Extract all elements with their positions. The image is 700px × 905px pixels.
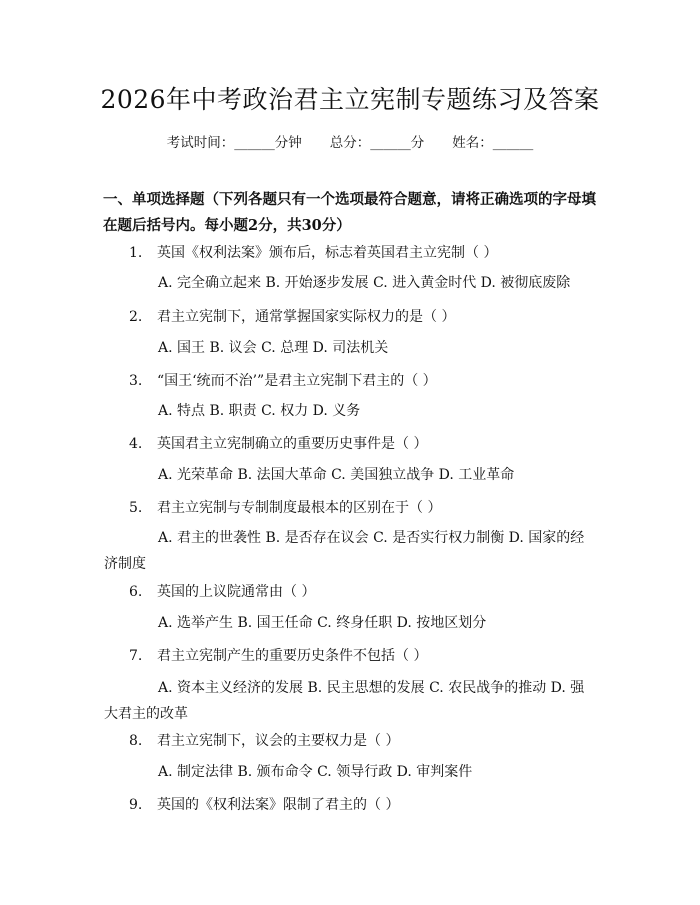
exam-score: 总分：______分	[329, 135, 425, 151]
question-2	[104, 304, 604, 330]
question-9	[104, 792, 604, 818]
question-5	[104, 495, 604, 521]
question-number: 9.	[129, 797, 143, 813]
question-3-options: A. 特点 B. 职责 C. 权力 D. 义务	[158, 403, 361, 419]
exam-time: 考试时间：______分钟	[166, 135, 302, 151]
question-8-options: A. 制定法律 B. 颁布命令 C. 领导行政 D. 审判案件	[158, 764, 473, 780]
question-6	[104, 579, 604, 605]
question-stem: 君主立宪制下，通常掌握国家实际权力的是（ ）	[157, 309, 456, 325]
question-number: 4.	[129, 436, 143, 452]
question-1	[104, 240, 604, 266]
exam-name: 姓名：______	[452, 135, 534, 151]
question-8	[104, 728, 604, 754]
question-4-options: A. 光荣革命 B. 法国大革命 C. 美国独立战争 D. 工业革命	[158, 467, 515, 483]
question-stem: 英国君主立宪制确立的重要历史事件是（ ）	[157, 436, 428, 452]
question-stem: 君主立宪制产生的重要历史条件不包括（ ）	[157, 648, 428, 664]
question-number: 1.	[129, 245, 143, 261]
exam-meta	[0, 131, 700, 151]
question-4	[104, 431, 604, 457]
question-7	[104, 643, 604, 669]
question-stem: 英国的上议院通常由（ ）	[157, 584, 316, 600]
question-stem: 英国的《权利法案》限制了君主的（ ）	[157, 797, 400, 813]
question-number: 2.	[129, 309, 143, 325]
question-number: 5.	[129, 500, 143, 516]
question-number: 8.	[129, 733, 143, 749]
question-1-options: A. 完全确立起来 B. 开始逐步发展 C. 进入黄金时代 D. 被彻底废除	[158, 275, 571, 291]
question-stem: “国王‘统而不治’”是君主立宪制下君主的（ ）	[157, 373, 437, 389]
page-title: 2026年中考政治君主立宪制专题练习及答案	[100, 85, 600, 114]
question-number: 6.	[129, 584, 143, 600]
question-number: 7.	[129, 648, 143, 664]
question-3	[104, 368, 604, 394]
question-2-options: A. 国王 B. 议会 C. 总理 D. 司法机关	[158, 340, 389, 356]
question-6-options: A. 选举产生 B. 国王任命 C. 终身任职 D. 按地区划分	[158, 615, 487, 631]
question-stem: 英国《权利法案》颁布后，标志着英国君主立宪制（ ）	[157, 245, 498, 261]
question-5-options: A. 君主的世袭性 B. 是否存在议会 C. 是否实行权力制衡 D. 国家的经济制度	[104, 530, 585, 572]
section-heading: 一、单项选择题（下列各题只有一个选项最符合题意，请将正确选项的字母填在题后括号内。每小题2分，共30分）	[103, 191, 596, 234]
question-stem: 君主立宪制下，议会的主要权力是（ ）	[157, 733, 400, 749]
question-number: 3.	[129, 373, 143, 389]
question-stem: 君主立宪制与专制制度最根本的区别在于（ ）	[157, 500, 442, 516]
question-7-options: A. 资本主义经济的发展 B. 民主思想的发展 C. 农民战争的推动 D. 强大君主的改革	[104, 680, 585, 722]
